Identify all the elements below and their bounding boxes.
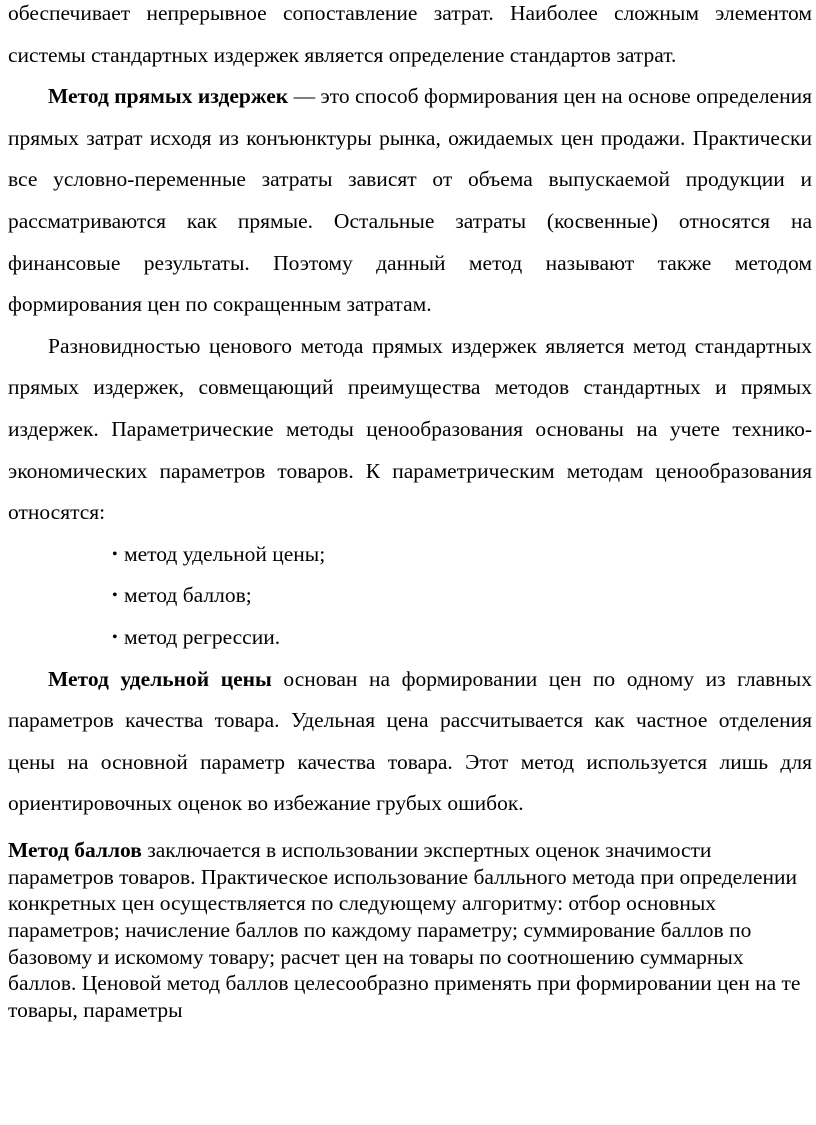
term-direct-costs-method: Метод прямых издержек — [48, 84, 289, 109]
list-item-text: метод баллов; — [124, 583, 252, 608]
paragraph-text: Разновидностью ценового метода прямых издержек является метод стандартных прямых издержек, совмещающий преимущества методов стандартных и прямых издержек. Параметрические методы ценообразования основаны на учете технико-экономических параметров товаров. К параметрическим методам ценообразования относятся: — [8, 333, 812, 525]
list-item-text: метод регрессии. — [124, 624, 281, 649]
document-page — [8, 0, 812, 1024]
paragraph-text: основан на формировании цен по одному из главных параметров качества товара. Удельная цена рассчитывается как частное отделения цены на основной параметр качества товара. Этот метод используется лишь для ориентировочных оценок во избежание грубых ошибок. — [8, 666, 812, 816]
paragraph-standard-costs-end — [8, 0, 812, 76]
paragraph-text: — это способ формирования цен на основе определения прямых затрат исходя из конъюнктуры рынка, ожидаемых цен продажи. Практически все условно-переменные затраты зависят от объема выпускаемой продукции и рассматриваются как прямые. Остальные затраты (косвенные) относятся на финансовые результаты. Поэтому данный метод называют также методом формирования цен по сокращенным затратам. — [8, 84, 812, 317]
paragraph-text: заключается в использовании экспертных оценок значимости параметров товаров. Практическое использование балльного метода при определении конкретных цен осуществляется по следующему алгоритму: отбор основных параметров; начисление баллов по каждому параметру; суммирование баллов по базовому и искомому товару; расчет цен на товары по соотношению суммарных баллов. Ценовой метод баллов целесообразно применять при формировании цен на те товары, параметры — [8, 837, 801, 1023]
paragraph-standard-direct-costs — [8, 326, 812, 534]
term-unit-price-method: Метод удельной цены — [48, 666, 272, 691]
list-item — [112, 575, 812, 617]
parametric-methods-list — [8, 534, 812, 659]
list-item-text: метод удельной цены; — [124, 541, 326, 566]
paragraph-points-method — [8, 837, 812, 1024]
list-item — [112, 534, 812, 576]
paragraph-text: обеспечивает непрерывное сопоставление затрат. Наиболее сложным элементом системы стандартных издержек является определение стандартов затрат. — [8, 1, 812, 67]
paragraph-direct-costs-method — [8, 76, 812, 326]
list-item — [112, 617, 812, 659]
paragraph-unit-price-method — [8, 659, 812, 825]
term-points-method: Метод баллов — [8, 837, 142, 862]
